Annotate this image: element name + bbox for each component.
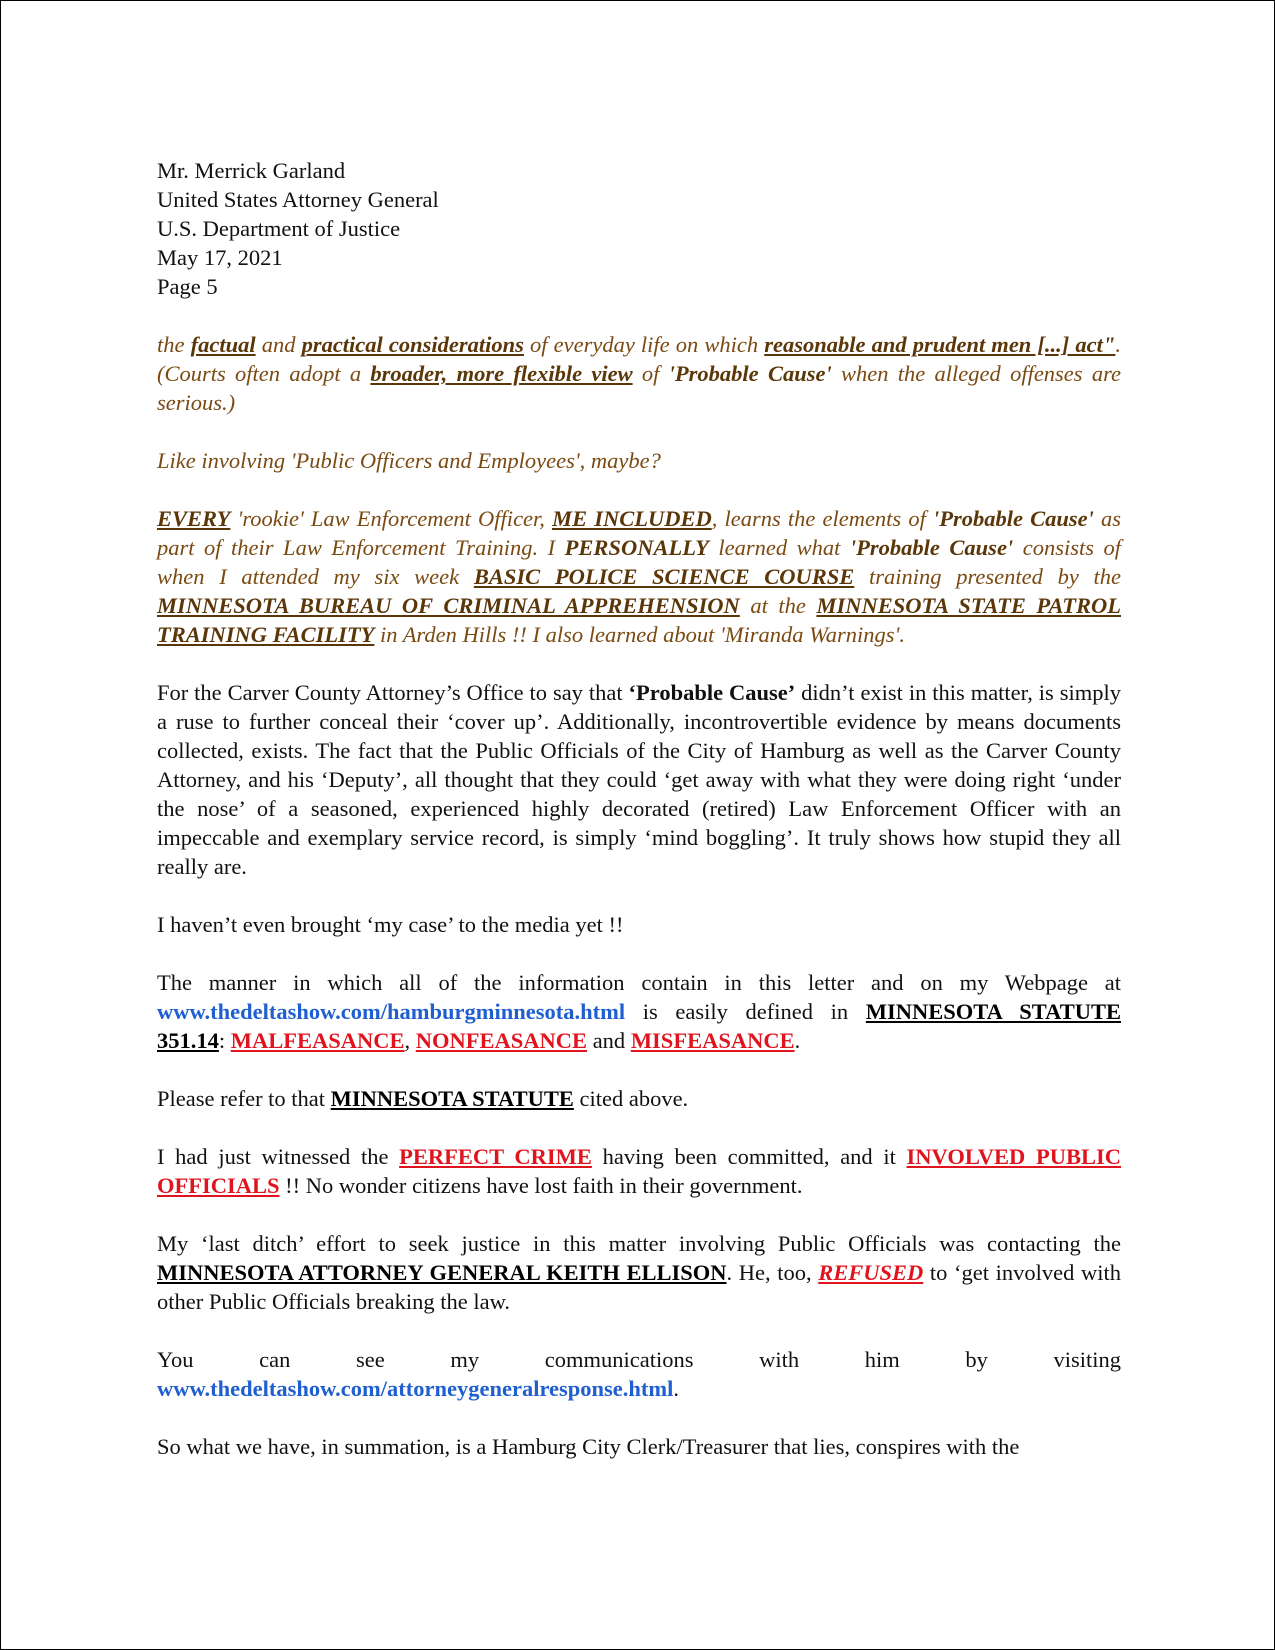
letter-body [157, 156, 1121, 1490]
text-span: 'rookie' Law Enforcement Officer, [230, 506, 553, 531]
text-span: at the [739, 593, 817, 618]
emphasis-me-included: ME INCLUDED [552, 506, 712, 531]
attorney-general-response-link[interactable]: www.thedeltashow.com/attorneygeneralresponse.html [157, 1376, 674, 1401]
paragraph-media: I haven’t even brought ‘my case’ to the media yet !! [157, 912, 624, 937]
paragraph-training [157, 504, 1121, 649]
letter-header [157, 156, 1121, 301]
text-span: as part of their Law Enforcement Training. I [157, 506, 1121, 560]
hamburg-webpage-link[interactable]: www.thedeltashow.com/hamburgminnesota.html [157, 999, 626, 1024]
paragraph-perfect-crime [157, 1142, 1121, 1200]
paragraph-attorney-general [157, 1229, 1121, 1316]
text-span: For the Carver County Attorney’s Office to say that [157, 680, 629, 705]
text-span: : [218, 1028, 231, 1053]
text-span: . (Courts often adopt a [157, 332, 1121, 386]
emphasis-probable-cause: 'Probable Cause' [668, 361, 832, 386]
text-span: , learns the elements of [711, 506, 933, 531]
emphasis-nonfeasance: NONFEASANCE [415, 1028, 588, 1053]
text-span: the [157, 332, 191, 357]
text-span: didn’t exist in this matter, is simply a ruse to further conceal their ‘cover up’. Additionally, incontrovertible evidence by means documents collected, exists. The fact that the Public Officials of the City of Hamburg as well as the Carver County Attorney, and his ‘Deputy’, all thought that they could ‘get away with what they were doing right ‘under the nose’ of a seasoned, experienced highly decorated (retired) Law Enforcement Officer with an impeccable and exemplary service record, is simply ‘mind boggling’. It truly shows how stupid they all really are. [157, 680, 1121, 879]
paragraph-probable-cause-quote [157, 330, 1121, 417]
emphasis-probable-cause: 'Probable Cause' [932, 506, 1094, 531]
emphasis-involved-public-officials: INVOLVED PUBLIC OFFICIALS [157, 1144, 1121, 1198]
text-span: to ‘get involved with other Public Officials breaking the law. [157, 1260, 1121, 1314]
text-span: !! No wonder citizens have lost faith in their government. [279, 1173, 803, 1198]
text-span: is easily defined in [625, 999, 866, 1024]
emphasis-state-patrol-facility: MINNESOTA STATE PATROL TRAINING FACILITY [157, 593, 1121, 647]
text-span: . [673, 1376, 680, 1401]
page-number: Page 5 [157, 274, 218, 299]
text-span: . [794, 1028, 801, 1053]
paragraph-carver-county [157, 678, 1121, 881]
text-span: I had just witnessed the [157, 1144, 400, 1169]
emphasis-statute-number: MINNESOTA STATUTE 351.14 [157, 999, 1121, 1053]
emphasis-keith-ellison: MINNESOTA ATTORNEY GENERAL KEITH ELLISON [157, 1260, 727, 1285]
paragraph-summation: So what we have, in summation, is a Hamburg City Clerk/Treasurer that lies, conspires with the [157, 1434, 1020, 1459]
paragraph-public-officers: Like involving 'Public Officers and Employees', maybe? [157, 448, 661, 473]
text-span: , [404, 1028, 416, 1053]
emphasis-factual: factual [190, 332, 256, 357]
text-span: having been committed, and it [591, 1144, 907, 1169]
text-span: of everyday life on which [523, 332, 765, 357]
text-span: and [255, 332, 302, 357]
text-span: Please refer to that [157, 1086, 331, 1111]
text-span: cited above. [573, 1086, 689, 1111]
text-span: consists of when I attended my six week [157, 535, 1121, 589]
emphasis-reasonable-prudent: reasonable and prudent men [...] act" [764, 332, 1116, 357]
paragraph-refer-statute [157, 1084, 1121, 1113]
emphasis-broader-view: broader, more flexible view [370, 361, 633, 386]
text-span: learned what [708, 535, 850, 560]
emphasis-probable-cause: ‘Probable Cause’ [628, 680, 796, 705]
text-span: and [587, 1028, 631, 1053]
letter-date: May 17, 2021 [157, 245, 283, 270]
recipient-title: United States Attorney General [157, 187, 439, 212]
recipient-department: U.S. Department of Justice [157, 216, 401, 241]
recipient-name: Mr. Merrick Garland [157, 158, 346, 183]
text-span: The manner in which all of the information contain in this letter and on my Webpage at [157, 970, 1121, 995]
emphasis-bca: MINNESOTA BUREAU OF CRIMINAL APPREHENSION [157, 593, 740, 618]
text-span: of [632, 361, 669, 386]
emphasis-every: EVERY [157, 506, 231, 531]
paragraph-statute [157, 968, 1121, 1055]
text-span: You can see my communications with him by visiting [157, 1347, 1121, 1372]
text-span: in Arden Hills !! I also learned about 'Miranda Warnings'. [374, 622, 906, 647]
emphasis-malfeasance: MALFEASANCE [230, 1028, 405, 1053]
emphasis-probable-cause: 'Probable Cause' [849, 535, 1014, 560]
emphasis-refused: REFUSED [818, 1260, 924, 1285]
text-span: My ‘last ditch’ effort to seek justice in this matter involving Public Officials was contacting the [157, 1231, 1121, 1256]
emphasis-personally: PERSONALLY [564, 535, 709, 560]
emphasis-basic-police-science: BASIC POLICE SCIENCE COURSE [473, 564, 855, 589]
text-span: training presented by the [854, 564, 1121, 589]
text-span: when the alleged offenses are serious.) [157, 361, 1121, 415]
emphasis-perfect-crime: PERFECT CRIME [399, 1144, 592, 1169]
emphasis-practical-considerations: practical considerations [301, 332, 524, 357]
paragraph-communications [157, 1345, 1121, 1403]
text-span: . He, too, [726, 1260, 819, 1285]
emphasis-minnesota-statute: MINNESOTA STATUTE [330, 1086, 574, 1111]
emphasis-misfeasance: MISFEASANCE [630, 1028, 795, 1053]
